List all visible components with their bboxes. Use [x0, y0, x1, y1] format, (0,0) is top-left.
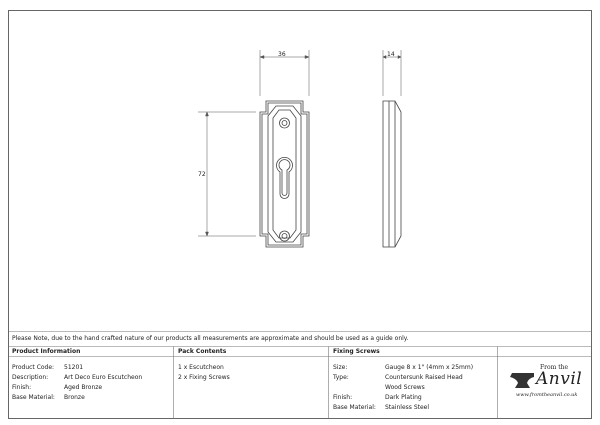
screw-hole-top	[280, 118, 290, 128]
product-info-label: Description:	[12, 374, 49, 381]
side-profile	[383, 101, 401, 247]
fixing-screws-label: Size:	[333, 364, 348, 371]
fixing-screws-label: Finish:	[333, 394, 353, 401]
fixing-screws-value: Wood Screws	[385, 384, 425, 391]
logo-brand: Anvil	[536, 369, 583, 389]
product-info-header: Product Information	[12, 348, 81, 355]
depth-dimension-label: 14	[387, 51, 395, 58]
fixing-screws-value: Countersunk Raised Head	[385, 374, 463, 381]
product-info-label: Product Code:	[12, 364, 55, 371]
front-view	[260, 101, 309, 247]
fixing-screws-value: Gauge 8 x 1" (4mm x 25mm)	[385, 364, 474, 371]
logo-url: www.fromtheanvil.co.uk	[516, 392, 578, 398]
fixing-screws-value: Dark Plating	[385, 394, 422, 401]
sheet-border	[9, 11, 592, 419]
back-plate-outline	[260, 101, 309, 247]
height-dimension-label: 72	[198, 171, 206, 178]
logo-tagline: From the	[540, 364, 569, 371]
screw-hole-top-inner	[282, 121, 287, 126]
anvil-icon	[510, 373, 534, 388]
euro-cylinder-hole-inner	[279, 160, 290, 196]
pack-contents-item: 1 x Escutcheon	[178, 364, 224, 371]
front-plate-bevel	[273, 110, 296, 238]
product-info-value: Art Deco Euro Escutcheon	[64, 374, 143, 381]
fixing-screws-label: Type:	[333, 374, 349, 381]
measurement-note: Please Note, due to the hand crafted nature of our products all measurements are approximate and should be used as a guide only.	[12, 335, 409, 342]
pack-contents-header: Pack Contents	[178, 348, 227, 355]
side-view	[383, 101, 401, 247]
product-info-label: Base Material:	[12, 394, 55, 401]
back-plate-inner	[262, 103, 307, 245]
width-dimension-label: 36	[278, 51, 286, 58]
product-info-value: Aged Bronze	[64, 384, 103, 391]
screw-hole-bottom	[280, 231, 290, 241]
fixing-screws-header: Fixing Screws	[333, 348, 380, 355]
height-dimension	[198, 112, 256, 236]
pack-contents-item: 2 x Fixing Screws	[178, 374, 230, 381]
product-info-label: Finish:	[12, 384, 32, 391]
fixing-screws-label: Base Material:	[333, 404, 376, 411]
anvil-logo	[510, 373, 534, 388]
product-info-value: 51201	[64, 364, 84, 371]
fixing-screws-value: Stainless Steel	[385, 404, 430, 411]
product-info-value: Bronze	[64, 394, 85, 401]
